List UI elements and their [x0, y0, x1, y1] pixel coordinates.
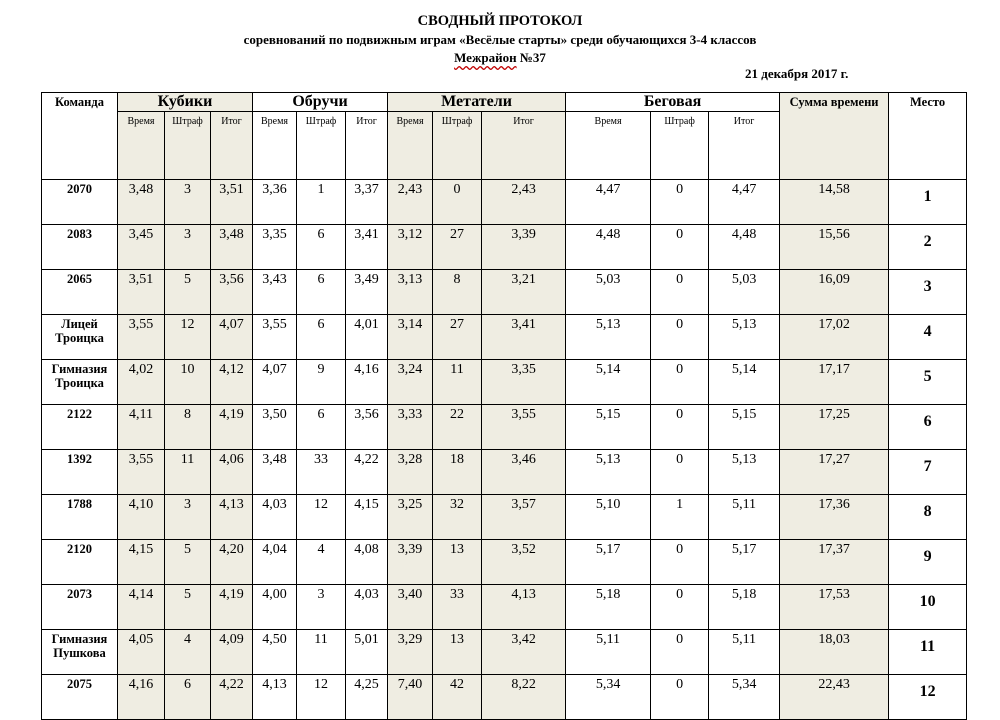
value-cell: 3,14	[388, 315, 433, 360]
value-cell: 32	[433, 495, 482, 540]
col-place-header: Место	[889, 93, 967, 180]
value-cell: 4,16	[118, 675, 165, 720]
value-cell: 3,48	[211, 225, 253, 270]
subheader-penalty: Штраф	[651, 112, 709, 180]
team-cell: 2083	[42, 225, 118, 270]
value-cell: 4,14	[118, 585, 165, 630]
value-cell: 4	[165, 630, 211, 675]
value-cell: 3,56	[211, 270, 253, 315]
value-cell: 6	[297, 225, 346, 270]
district-number: №37	[516, 50, 546, 65]
place-cell: 11	[889, 630, 967, 675]
place-cell: 2	[889, 225, 967, 270]
value-cell: 3,52	[482, 540, 566, 585]
value-cell: 3,55	[118, 450, 165, 495]
value-cell: 5	[165, 585, 211, 630]
value-cell: 4,15	[346, 495, 388, 540]
value-cell: 0	[651, 675, 709, 720]
value-cell: 4,47	[566, 180, 651, 225]
value-cell: 12	[165, 315, 211, 360]
group-header-begovaya: Беговая	[566, 93, 780, 112]
value-cell: 11	[165, 450, 211, 495]
value-cell: 8	[165, 405, 211, 450]
value-cell: 3,50	[253, 405, 297, 450]
place-cell: 4	[889, 315, 967, 360]
value-cell: 5,34	[566, 675, 651, 720]
value-cell: 4,07	[253, 360, 297, 405]
sum-cell: 22,43	[780, 675, 889, 720]
value-cell: 5,10	[566, 495, 651, 540]
value-cell: 42	[433, 675, 482, 720]
subheader-penalty: Штраф	[165, 112, 211, 180]
team-cell: 2073	[42, 585, 118, 630]
value-cell: 4,16	[346, 360, 388, 405]
subheader-time: Время	[118, 112, 165, 180]
protocol-date: 21 декабря 2017 г.	[745, 66, 849, 81]
value-cell: 4,02	[118, 360, 165, 405]
value-cell: 3,39	[388, 540, 433, 585]
subheader-time: Время	[566, 112, 651, 180]
value-cell: 12	[297, 495, 346, 540]
value-cell: 5,11	[709, 495, 780, 540]
team-cell: 1392	[42, 450, 118, 495]
team-cell: 2122	[42, 405, 118, 450]
value-cell: 5,14	[566, 360, 651, 405]
sum-cell: 17,37	[780, 540, 889, 585]
value-cell: 5	[165, 270, 211, 315]
value-cell: 1	[297, 180, 346, 225]
value-cell: 2,43	[388, 180, 433, 225]
value-cell: 4,13	[253, 675, 297, 720]
place-cell: 10	[889, 585, 967, 630]
table-row	[42, 270, 967, 315]
value-cell: 3,35	[253, 225, 297, 270]
value-cell: 4,05	[118, 630, 165, 675]
value-cell: 3,48	[253, 450, 297, 495]
value-cell: 4,47	[709, 180, 780, 225]
value-cell: 3,36	[253, 180, 297, 225]
value-cell: 3,12	[388, 225, 433, 270]
value-cell: 4,00	[253, 585, 297, 630]
value-cell: 5,13	[709, 450, 780, 495]
value-cell: 10	[165, 360, 211, 405]
value-cell: 3,40	[388, 585, 433, 630]
subheader-total: Итог	[211, 112, 253, 180]
sum-cell: 17,25	[780, 405, 889, 450]
value-cell: 4,04	[253, 540, 297, 585]
value-cell: 4,01	[346, 315, 388, 360]
value-cell: 6	[165, 675, 211, 720]
value-cell: 0	[651, 585, 709, 630]
results-body	[42, 180, 967, 720]
value-cell: 5,13	[566, 315, 651, 360]
sum-cell: 16,09	[780, 270, 889, 315]
value-cell: 3,41	[482, 315, 566, 360]
value-cell: 0	[651, 540, 709, 585]
value-cell: 3,35	[482, 360, 566, 405]
table-row	[42, 225, 967, 270]
subheader-total: Итог	[482, 112, 566, 180]
value-cell: 33	[297, 450, 346, 495]
value-cell: 4,08	[346, 540, 388, 585]
team-cell: 2070	[42, 180, 118, 225]
subheader-time: Время	[253, 112, 297, 180]
table-row	[42, 675, 967, 720]
table-row	[42, 450, 967, 495]
value-cell: 0	[433, 180, 482, 225]
sum-cell: 17,53	[780, 585, 889, 630]
table-row	[42, 315, 967, 360]
group-header-obruchi: Обручи	[253, 93, 388, 112]
value-cell: 3,39	[482, 225, 566, 270]
value-cell: 5,17	[566, 540, 651, 585]
value-cell: 6	[297, 315, 346, 360]
value-cell: 5,11	[709, 630, 780, 675]
value-cell: 2,43	[482, 180, 566, 225]
value-cell: 5,15	[566, 405, 651, 450]
value-cell: 3	[297, 585, 346, 630]
value-cell: 5,34	[709, 675, 780, 720]
value-cell: 18	[433, 450, 482, 495]
sum-cell: 17,17	[780, 360, 889, 405]
value-cell: 11	[297, 630, 346, 675]
value-cell: 4,13	[211, 495, 253, 540]
value-cell: 13	[433, 540, 482, 585]
value-cell: 3	[165, 180, 211, 225]
value-cell: 4,09	[211, 630, 253, 675]
team-cell: 2075	[42, 675, 118, 720]
value-cell: 3,49	[346, 270, 388, 315]
sum-cell: 14,58	[780, 180, 889, 225]
results-table	[41, 92, 967, 720]
value-cell: 4,48	[566, 225, 651, 270]
place-cell: 7	[889, 450, 967, 495]
value-cell: 3,55	[118, 315, 165, 360]
value-cell: 0	[651, 225, 709, 270]
value-cell: 4,48	[709, 225, 780, 270]
group-header-kubiki: Кубики	[118, 93, 253, 112]
value-cell: 0	[651, 405, 709, 450]
value-cell: 4,50	[253, 630, 297, 675]
sum-cell: 17,27	[780, 450, 889, 495]
sum-cell: 17,36	[780, 495, 889, 540]
sum-cell: 18,03	[780, 630, 889, 675]
value-cell: 5,14	[709, 360, 780, 405]
place-cell: 9	[889, 540, 967, 585]
value-cell: 5	[165, 540, 211, 585]
value-cell: 4,07	[211, 315, 253, 360]
value-cell: 0	[651, 315, 709, 360]
value-cell: 5,17	[709, 540, 780, 585]
value-cell: 4,19	[211, 405, 253, 450]
subheader-penalty: Штраф	[297, 112, 346, 180]
district-line	[0, 50, 1000, 66]
value-cell: 4,10	[118, 495, 165, 540]
value-cell: 8	[433, 270, 482, 315]
value-cell: 3,37	[346, 180, 388, 225]
value-cell: 7,40	[388, 675, 433, 720]
team-cell: Гимназия Троицка	[42, 360, 118, 405]
value-cell: 3,55	[253, 315, 297, 360]
value-cell: 5,13	[566, 450, 651, 495]
team-cell: 1788	[42, 495, 118, 540]
value-cell: 3,21	[482, 270, 566, 315]
team-cell: Гимназия Пушкова	[42, 630, 118, 675]
value-cell: 13	[433, 630, 482, 675]
value-cell: 6	[297, 270, 346, 315]
value-cell: 4,03	[253, 495, 297, 540]
value-cell: 5,18	[709, 585, 780, 630]
value-cell: 3,25	[388, 495, 433, 540]
value-cell: 27	[433, 315, 482, 360]
value-cell: 4,03	[346, 585, 388, 630]
value-cell: 4,13	[482, 585, 566, 630]
value-cell: 9	[297, 360, 346, 405]
value-cell: 3,51	[211, 180, 253, 225]
value-cell: 5,03	[709, 270, 780, 315]
value-cell: 4,11	[118, 405, 165, 450]
team-cell: Лицей Троицка	[42, 315, 118, 360]
value-cell: 4,22	[211, 675, 253, 720]
value-cell: 22	[433, 405, 482, 450]
place-cell: 5	[889, 360, 967, 405]
subheader-total: Итог	[346, 112, 388, 180]
value-cell: 3,29	[388, 630, 433, 675]
value-cell: 0	[651, 360, 709, 405]
value-cell: 5,03	[566, 270, 651, 315]
value-cell: 3,28	[388, 450, 433, 495]
value-cell: 27	[433, 225, 482, 270]
value-cell: 5,01	[346, 630, 388, 675]
value-cell: 4,15	[118, 540, 165, 585]
document-title: СВОДНЫЙ ПРОТОКОЛ	[417, 13, 583, 29]
value-cell: 4	[297, 540, 346, 585]
value-cell: 0	[651, 270, 709, 315]
place-cell: 1	[889, 180, 967, 225]
value-cell: 4,19	[211, 585, 253, 630]
team-cell: 2120	[42, 540, 118, 585]
col-team-header: Команда	[42, 93, 118, 180]
value-cell: 4,06	[211, 450, 253, 495]
col-sum-header: Сумма времени	[780, 93, 889, 180]
value-cell: 3,48	[118, 180, 165, 225]
value-cell: 4,22	[346, 450, 388, 495]
table-row	[42, 405, 967, 450]
table-row	[42, 630, 967, 675]
place-cell: 12	[889, 675, 967, 720]
district-prefix: Межрайон	[454, 50, 517, 65]
value-cell: 6	[297, 405, 346, 450]
value-cell: 1	[651, 495, 709, 540]
value-cell: 3,13	[388, 270, 433, 315]
value-cell: 3,57	[482, 495, 566, 540]
value-cell: 4,20	[211, 540, 253, 585]
place-cell: 3	[889, 270, 967, 315]
subheader-penalty: Штраф	[433, 112, 482, 180]
value-cell: 4,12	[211, 360, 253, 405]
group-header-metateli: Метатели	[388, 93, 566, 112]
value-cell: 3	[165, 495, 211, 540]
table-row	[42, 495, 967, 540]
value-cell: 3,42	[482, 630, 566, 675]
value-cell: 3,24	[388, 360, 433, 405]
value-cell: 3,51	[118, 270, 165, 315]
value-cell: 0	[651, 630, 709, 675]
value-cell: 3	[165, 225, 211, 270]
value-cell: 3,55	[482, 405, 566, 450]
value-cell: 0	[651, 450, 709, 495]
value-cell: 5,13	[709, 315, 780, 360]
value-cell: 12	[297, 675, 346, 720]
value-cell: 11	[433, 360, 482, 405]
value-cell: 3,56	[346, 405, 388, 450]
value-cell: 3,46	[482, 450, 566, 495]
subheader-total: Итог	[709, 112, 780, 180]
team-cell: 2065	[42, 270, 118, 315]
document-subtitle: соревнований по подвижным играм «Весёлые старты» среди обучающихся 3-4 классов	[243, 32, 757, 47]
value-cell: 0	[651, 180, 709, 225]
value-cell: 5,15	[709, 405, 780, 450]
value-cell: 3,43	[253, 270, 297, 315]
sum-cell: 15,56	[780, 225, 889, 270]
value-cell: 5,11	[566, 630, 651, 675]
value-cell: 3,45	[118, 225, 165, 270]
subheader-time: Время	[388, 112, 433, 180]
table-row	[42, 585, 967, 630]
value-cell: 3,41	[346, 225, 388, 270]
value-cell: 4,25	[346, 675, 388, 720]
table-row	[42, 540, 967, 585]
value-cell: 33	[433, 585, 482, 630]
value-cell: 3,33	[388, 405, 433, 450]
place-cell: 8	[889, 495, 967, 540]
table-row	[42, 180, 967, 225]
value-cell: 5,18	[566, 585, 651, 630]
value-cell: 8,22	[482, 675, 566, 720]
place-cell: 6	[889, 405, 967, 450]
sum-cell: 17,02	[780, 315, 889, 360]
table-row	[42, 360, 967, 405]
